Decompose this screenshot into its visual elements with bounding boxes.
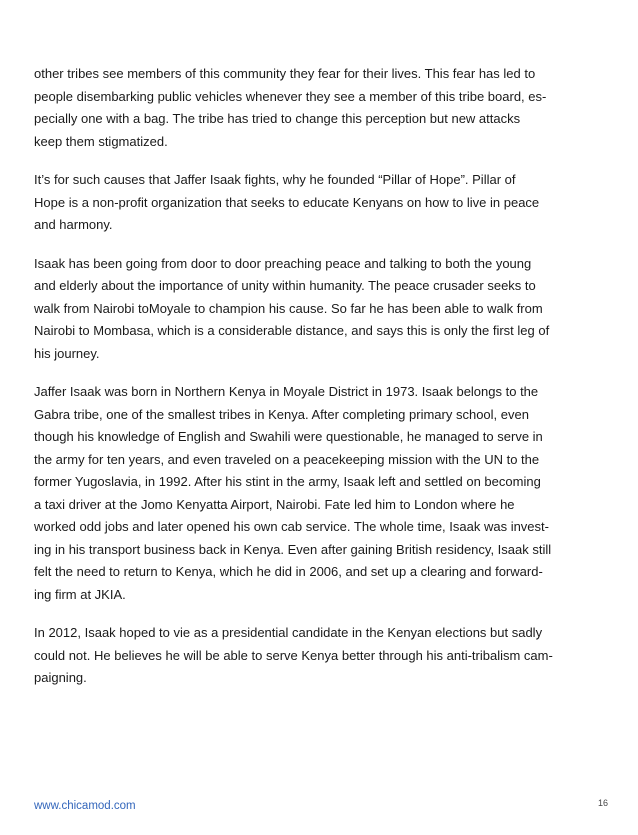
text-line: keep them stigmatized. <box>34 133 168 149</box>
text-line: the army for ten years, and even traveled on a peacekeeping mission with the UN to the <box>34 451 540 467</box>
text-line: former Yugoslavia, in 1992. After his stint in the army, Isaak left and settled on becoming <box>34 474 541 489</box>
text-line: paigning. <box>34 670 87 685</box>
text-line: though his knowledge of English and Swahili were questionable, he managed to serve in <box>34 429 543 444</box>
text-line: Isaak has been going from door to door preaching peace and talking to both the young <box>34 255 532 271</box>
text-line: ing in his transport business back in Kenya. Even after gaining British residency, Isaak still <box>34 541 552 557</box>
text-line: Gabra tribe, one of the smallest tribes in Kenya. After completing primary school, even <box>34 406 529 422</box>
paragraph <box>34 169 606 237</box>
paragraph <box>34 381 606 606</box>
text-line: felt the need to return to Kenya, which he did in 2006, and set up a clearing and forward- <box>34 564 543 579</box>
text-line: pecially one with a bag. The tribe has tried to change this perception but new attacks <box>34 111 521 126</box>
text-line: could not. He believes he will be able to serve Kenya better through his anti-tribalism cam- <box>34 647 553 663</box>
text-line: and harmony. <box>34 217 113 232</box>
text-line: Nairobi to Mombasa, which is a considerable distance, and says this is only the first leg of <box>34 323 550 338</box>
footer-website-link[interactable]: www.chicamod.com <box>34 800 136 812</box>
text-line: other tribes see members of this community they fear for their lives. This fear has led to <box>34 66 536 81</box>
text-line: walk from Nairobi toMoyale to champion his cause. So far he has been able to walk from <box>34 300 543 316</box>
text-line: a taxi driver at the Jomo Kenyatta Airport, Nairobi. Fate led him to London where he <box>34 496 515 512</box>
text-line: his journey. <box>34 345 100 361</box>
paragraph <box>34 63 606 153</box>
text-line: people disembarking public vehicles whenever they see a member of this tribe board, es- <box>34 88 547 104</box>
paragraph <box>34 253 606 366</box>
text-line: worked odd jobs and later opened his own cab service. The whole time, Isaak was invest- <box>34 519 549 534</box>
page-number: 16 <box>597 798 608 808</box>
text-line: and elderly about the importance of unity within humanity. The peace crusader seeks to <box>34 278 536 293</box>
text-line: ing firm at JKIA. <box>34 586 126 602</box>
text-line: In 2012, Isaak hoped to vie as a presidential candidate in the Kenyan elections but sadly <box>34 625 543 640</box>
text-line: Hope is a non-profit organization that seeks to educate Kenyans on how to live in peace <box>34 194 540 210</box>
text-line: Jaffer Isaak was born in Northern Kenya in Moyale District in 1973. Isaak belongs to the <box>34 384 539 399</box>
document-body <box>34 63 606 706</box>
text-line: It’s for such causes that Jaffer Isaak fights, why he founded “Pillar of Hope”. Pillar of <box>34 172 516 187</box>
paragraph <box>34 622 606 690</box>
